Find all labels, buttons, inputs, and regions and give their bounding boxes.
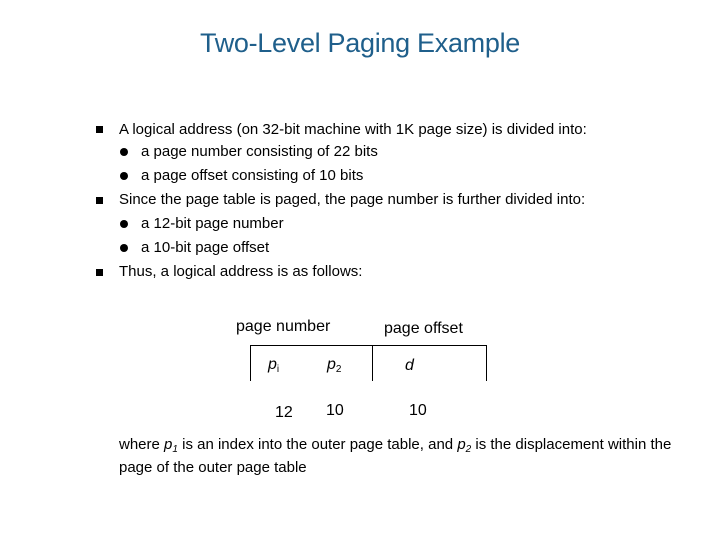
bits-p2: 10 [326, 402, 344, 419]
sub-bullet-item-1-1: a page number consisting of 22 bits [141, 143, 378, 160]
round-bullet-icon [120, 148, 128, 156]
bullet-item-1: A logical address (on 32-bit machine with 1K page size) is divided into: [119, 121, 587, 138]
field-d: d [405, 357, 414, 374]
bits-p1: 12 [275, 404, 293, 421]
footer-note: where $p_1$ is an index into the outer page table, and $p_2$ is the displacement within the page of the outer page table [119, 436, 672, 476]
sub-bullet-item-2-1: a 12-bit page number [141, 215, 284, 232]
header-page-offset: page offset [384, 320, 463, 337]
bullet-item-2: Since the page table is paged, the page number is further divided into: [119, 191, 586, 208]
divider-middle [372, 345, 373, 381]
divider-left [250, 345, 251, 381]
round-bullet-icon [120, 244, 128, 252]
bits-d: 10 [409, 402, 427, 419]
slide-title: Two-Level Paging Example [200, 28, 520, 58]
divider-right [486, 345, 487, 381]
square-bullet-icon [96, 197, 103, 204]
divider-top [250, 345, 486, 346]
header-page-number: page number [236, 318, 331, 335]
bullet-item-3: Thus, a logical address is as follows: [119, 263, 363, 280]
square-bullet-icon [96, 269, 103, 276]
sub-bullet-item-2-2: a 10-bit page offset [141, 239, 270, 256]
round-bullet-icon [120, 172, 128, 180]
square-bullet-icon [96, 126, 103, 133]
round-bullet-icon [120, 220, 128, 228]
sub-bullet-item-1-2: a page offset consisting of 10 bits [141, 167, 364, 184]
field-p2: $p_2$ [327, 356, 342, 375]
field-p1: $p_i$ [268, 356, 280, 375]
